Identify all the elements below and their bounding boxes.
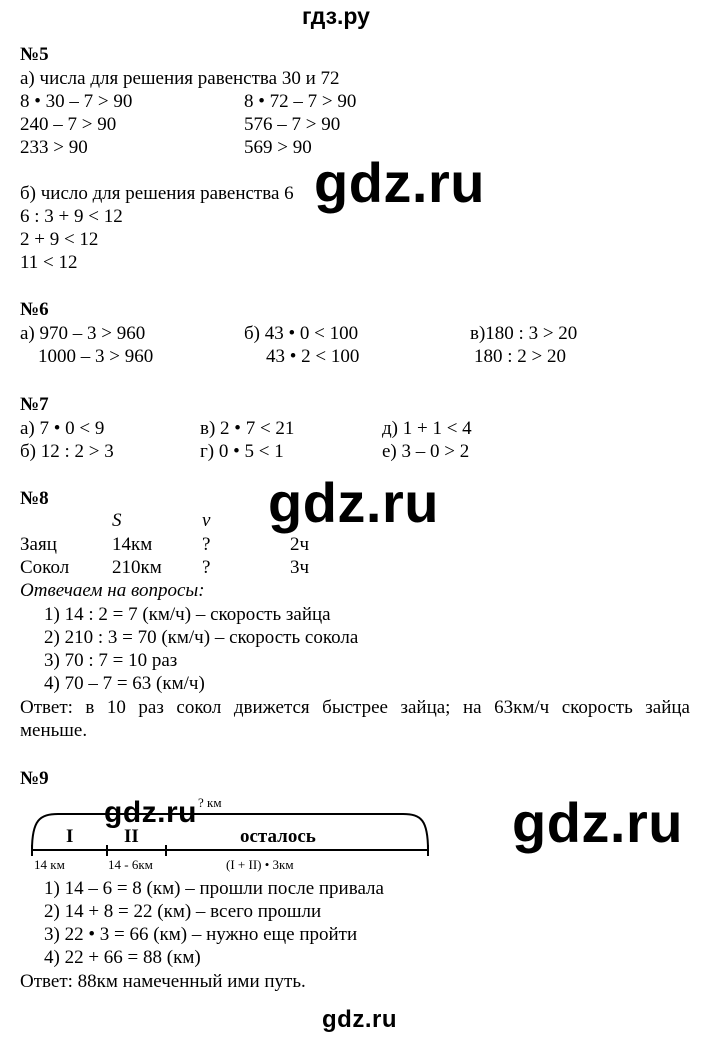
- task8-row-s: 14км: [112, 534, 153, 555]
- task6-line: а) 970 – 3 > 960: [20, 323, 146, 344]
- task8-row-name: Сокол: [20, 557, 70, 578]
- task6-title: №6: [20, 299, 49, 320]
- task8-step: 2) 210 : 3 = 70 (км/ч) – скорость сокола: [44, 627, 359, 648]
- diagram-total-label: ? км: [198, 795, 222, 810]
- task9-step: 3) 22 • 3 = 66 (км) – нужно еще пройти: [44, 924, 358, 945]
- task8-row-s: 210км: [112, 557, 162, 578]
- task8-answer: Ответ: в 10 раз сокол движется быстрее зайца; на 63км/ч скорость зайца: [20, 697, 690, 718]
- task8-col-s: S: [112, 510, 122, 531]
- task7-line: б) 12 : 2 > 3: [20, 441, 114, 462]
- task8-answer-intro: Отвечаем на вопросы:: [20, 580, 205, 601]
- task5-a-intro: а) числа для решения равенства 30 и 72: [20, 68, 340, 89]
- task8-row-name: Заяц: [20, 534, 57, 555]
- task8-step: 4) 70 – 7 = 63 (км/ч): [44, 673, 205, 694]
- task5-b-line: 6 : 3 + 9 < 12: [20, 206, 123, 227]
- task8-row-v: ?: [202, 534, 211, 555]
- task5-b-line: 11 < 12: [20, 252, 78, 273]
- task9-step: 2) 14 + 8 = 22 (км) – всего прошли: [44, 901, 322, 922]
- task8-row-t: 3ч: [290, 557, 310, 578]
- segment-diagram: [18, 790, 438, 860]
- watermark: gdz.ru: [322, 1006, 397, 1033]
- task7-line: д) 1 + 1 < 4: [382, 418, 472, 439]
- task5-a-line: 576 – 7 > 90: [244, 114, 341, 135]
- task7-line: е) 3 – 0 > 2: [382, 441, 470, 462]
- task6-line: 180 : 2 > 20: [474, 346, 566, 367]
- diagram-seg3: осталось: [240, 826, 316, 847]
- task5-a-line: 233 > 90: [20, 137, 88, 158]
- task8-step: 1) 14 : 2 = 7 (км/ч) – скорость зайца: [44, 604, 331, 625]
- diagram-seg1: I: [66, 826, 74, 847]
- task6-line: в)180 : 3 > 20: [470, 323, 578, 344]
- watermark: gdz.ru: [512, 791, 683, 854]
- task9-step: 4) 22 + 66 = 88 (км): [44, 947, 201, 968]
- task9-step: 1) 14 – 6 = 8 (км) – прошли после привала: [44, 878, 384, 899]
- task6-line: 1000 – 3 > 960: [38, 346, 154, 367]
- diagram-seg2: II: [124, 826, 139, 847]
- task8-answer: меньше.: [20, 720, 88, 741]
- task5-a-line: 8 • 72 – 7 > 90: [244, 91, 357, 112]
- diagram-lbl3: (I + II) • 3км: [226, 857, 294, 872]
- watermark: gdz.ru: [268, 471, 439, 534]
- task7-title: №7: [20, 394, 49, 415]
- diagram-lbl1: 14 км: [34, 857, 65, 872]
- task7-line: г) 0 • 5 < 1: [200, 441, 284, 462]
- diagram-lbl2: 14 - 6км: [108, 857, 153, 872]
- watermark: gdz.ru: [314, 151, 485, 214]
- page-header: гдз.ру: [302, 3, 370, 29]
- task5-a-line: 8 • 30 – 7 > 90: [20, 91, 133, 112]
- task8-step: 3) 70 : 7 = 10 раз: [44, 650, 178, 671]
- watermark: gdz.ru: [104, 796, 197, 829]
- task5-a-line: 240 – 7 > 90: [20, 114, 117, 135]
- task8-row-v: ?: [202, 557, 211, 578]
- task5-b-line: 2 + 9 < 12: [20, 229, 99, 250]
- task8-col-v: v: [202, 510, 211, 531]
- task8-row-t: 2ч: [290, 534, 310, 555]
- task5-a-line: 569 > 90: [244, 137, 312, 158]
- task8-title: №8: [20, 488, 49, 509]
- task7-line: в) 2 • 7 < 21: [200, 418, 295, 439]
- task6-line: 43 • 2 < 100: [266, 346, 360, 367]
- total-brace: [32, 814, 428, 850]
- task7-line: а) 7 • 0 < 9: [20, 418, 105, 439]
- task5-title: №5: [20, 44, 49, 65]
- task9-title: №9: [20, 768, 49, 789]
- task6-line: б) 43 • 0 < 100: [244, 323, 359, 344]
- task5-b-intro: б) число для решения равенства 6: [20, 183, 294, 204]
- task9-answer: Ответ: 88км намеченный ими путь.: [20, 971, 306, 992]
